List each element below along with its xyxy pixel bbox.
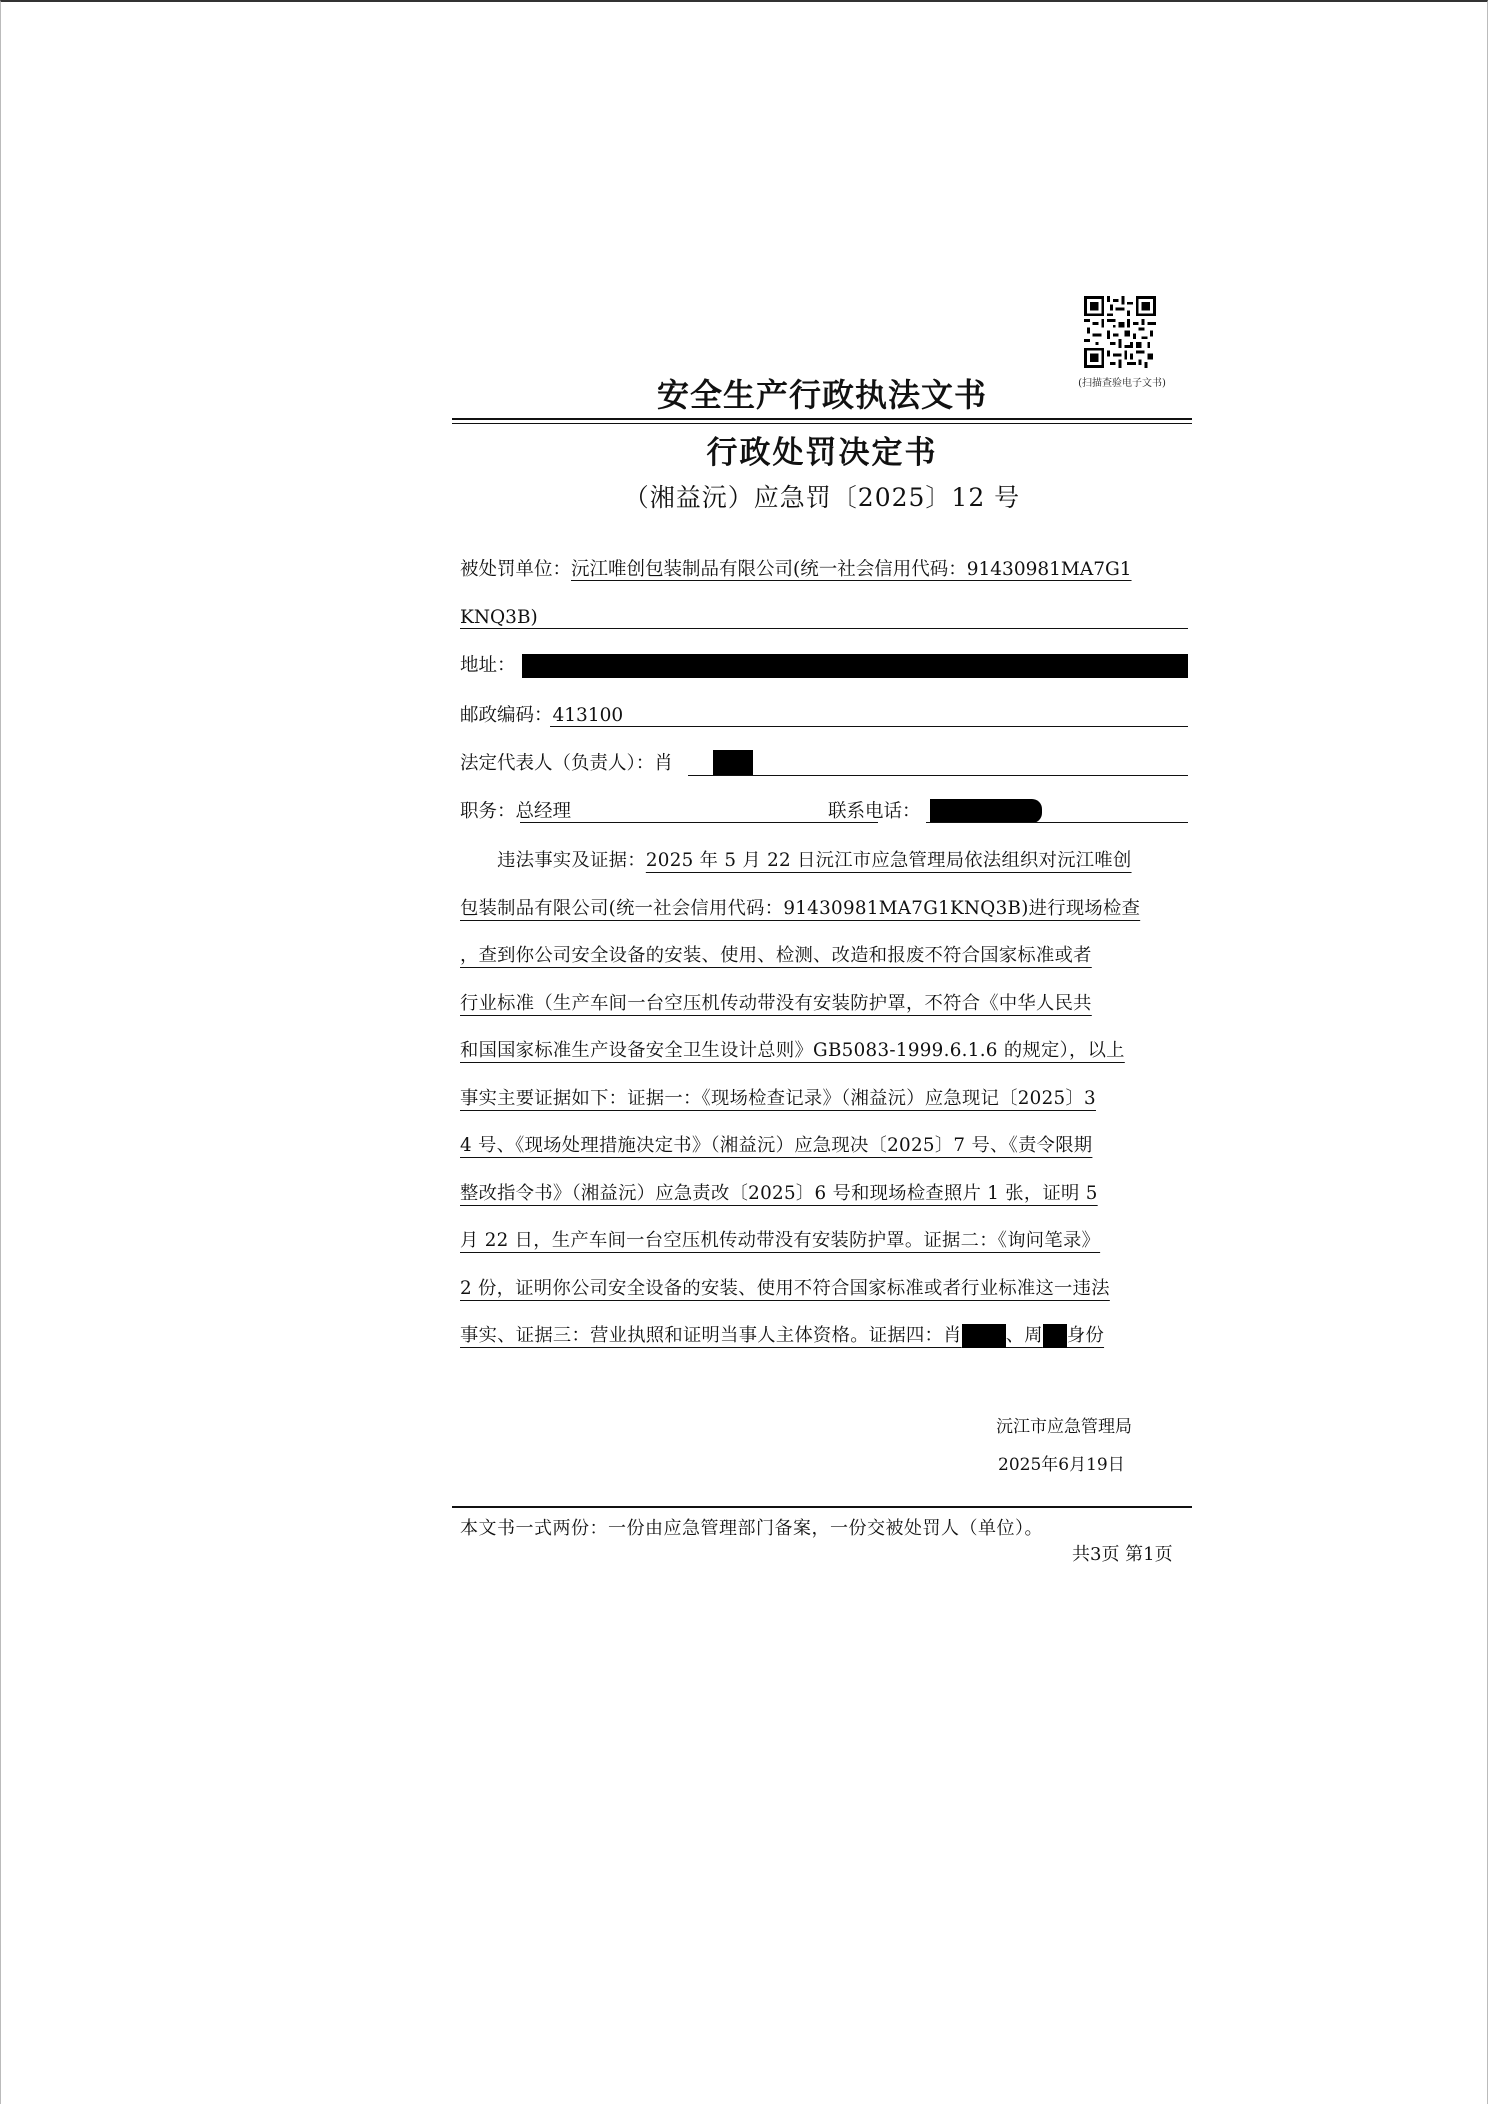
facts-text: 2 份，证明你公司安全设备的安装、使用不符合国家标准或者行业标准这一违法 bbox=[460, 1277, 1110, 1299]
issue-date: 2025年6月19日 bbox=[998, 1455, 1125, 1475]
page-info: 共3页 第1页 bbox=[1072, 1544, 1173, 1565]
document-category: 安全生产行政执法文书 bbox=[656, 376, 987, 414]
header-rule-bottom bbox=[452, 423, 1192, 424]
address-line bbox=[460, 646, 1188, 686]
facts-text: 月 22 日，生产车间一台空压机传动带没有安装防护罩。证据二：《询问笔录》 bbox=[460, 1230, 1101, 1251]
facts-line bbox=[460, 1312, 1188, 1360]
redaction-block bbox=[1043, 1324, 1067, 1348]
party-value-cont: KNQ3B) bbox=[460, 607, 538, 628]
facts-line bbox=[460, 1170, 1188, 1218]
redaction-block bbox=[713, 750, 753, 776]
legal-rep-value: 肖 bbox=[654, 753, 673, 774]
redaction-block bbox=[930, 799, 1042, 823]
facts-line bbox=[460, 980, 1188, 1028]
footer-rule bbox=[452, 1506, 1192, 1508]
redaction-block bbox=[962, 1324, 1006, 1348]
qr-code-icon bbox=[1082, 296, 1158, 368]
facts-text: ，查到你公司安全设备的安装、使用、检测、改造和报废不符合国家标准或者 bbox=[460, 945, 1092, 966]
facts-text: 身份 bbox=[1066, 1325, 1105, 1346]
issuing-authority: 沅江市应急管理局 bbox=[996, 1417, 1132, 1437]
facts-line bbox=[460, 837, 1188, 885]
document-title: 行政处罚决定书 bbox=[706, 435, 938, 471]
document-number: （湘益沅）应急罚〔2025〕12 号 bbox=[623, 483, 1021, 512]
facts-text: 2025 年 5 月 22 日沅江市应急管理局依法组织对沅江唯创 bbox=[645, 850, 1132, 871]
facts-text: 、周 bbox=[1005, 1325, 1043, 1346]
party-label: 被处罚单位： bbox=[460, 559, 572, 580]
facts-text: 包装制品有限公司(统一社会信用代码：91430981MA7G1KNQ3B)进行现场检查 bbox=[460, 897, 1141, 919]
party-value: 沅江唯创包装制品有限公司(统一社会信用代码：91430981MA7G1 bbox=[571, 559, 1132, 580]
postcode-label: 邮政编码： bbox=[460, 705, 553, 726]
position-line bbox=[460, 792, 1188, 832]
position-value: 总经理 bbox=[515, 801, 572, 822]
postcode-line bbox=[460, 696, 1188, 736]
legal-rep-label: 法定代表人（负责人）： bbox=[460, 753, 655, 774]
facts-line bbox=[460, 1027, 1188, 1075]
redaction-block bbox=[522, 654, 1188, 678]
facts-line bbox=[460, 885, 1188, 933]
facts-paragraph bbox=[460, 837, 1188, 1360]
legal-rep-line bbox=[460, 744, 1188, 784]
phone-label: 联系电话： bbox=[828, 801, 921, 822]
header-rule-top bbox=[452, 418, 1192, 420]
footer-note: 本文书一式两份：一份由应急管理部门备案，一份交被处罚人（单位）。 bbox=[460, 1518, 1043, 1539]
position-label: 职务： bbox=[460, 801, 516, 822]
address-label: 地址： bbox=[460, 655, 516, 676]
facts-text: 事实主要证据如下：证据一：《现场检查记录》（湘益沅）应急现记〔2025〕3 bbox=[460, 1087, 1096, 1109]
facts-text: 4 号、《现场处理措施决定书》（湘益沅）应急现决〔2025〕7 号、《责令限期 bbox=[460, 1135, 1093, 1156]
facts-line bbox=[460, 1217, 1188, 1265]
facts-text: 行业标准（生产车间一台空压机传动带没有安装防护罩，不符合《中华人民共 bbox=[460, 992, 1092, 1014]
postcode-value: 413100 bbox=[552, 705, 624, 726]
facts-text: 整改指令书》（湘益沅）应急责改〔2025〕6 号和现场检查照片 1 张，证明 5 bbox=[460, 1182, 1098, 1204]
facts-line bbox=[460, 1122, 1188, 1170]
facts-lead: 违法事实及证据： bbox=[497, 850, 646, 871]
facts-text: 事实、证据三：营业执照和证明当事人主体资格。证据四：肖 bbox=[460, 1325, 962, 1346]
facts-line bbox=[460, 932, 1188, 980]
party-line-2 bbox=[460, 598, 1188, 638]
facts-line bbox=[460, 1075, 1188, 1123]
qr-caption: (扫描查验电子文书) bbox=[1078, 378, 1166, 389]
facts-line bbox=[460, 1265, 1188, 1313]
facts-text: 和国国家标准生产设备安全卫生设计总则》GB5083-1999.6.1.6 的规定），以上 bbox=[460, 1040, 1125, 1061]
party-line-1 bbox=[460, 550, 1188, 590]
